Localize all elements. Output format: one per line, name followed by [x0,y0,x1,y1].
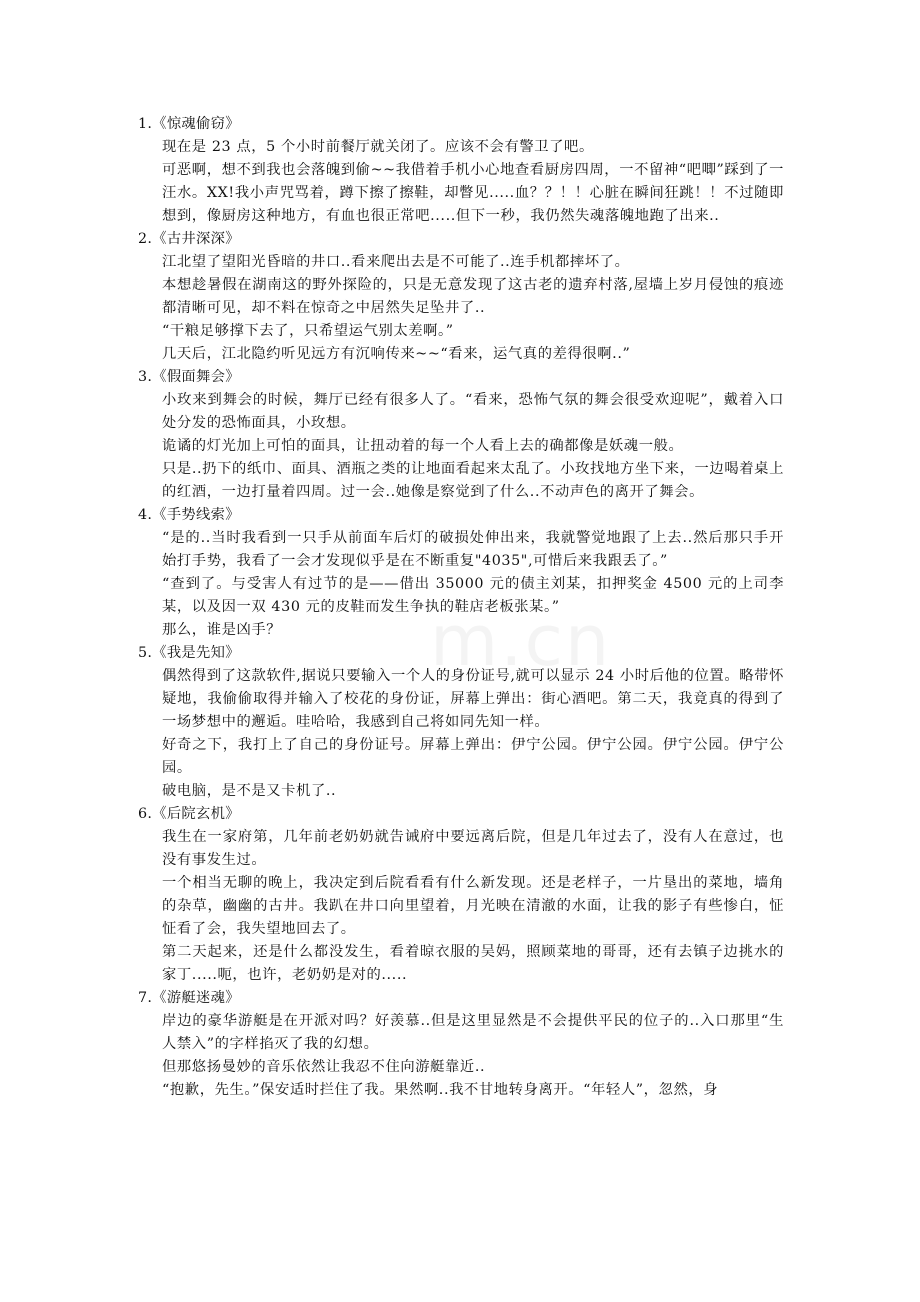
story-paragraph: 江北望了望阳光昏暗的井口..看来爬出去是不可能了..连手机都摔坏了。 [162,254,630,270]
story-title: 7.《游艇迷魂》 [138,990,240,1006]
story-section [138,504,788,642]
story-title: 1.《惊魂偷窃》 [138,116,240,132]
story-paragraph: “干粮足够撑下去了，只希望运气别太差啊。” [162,323,454,339]
story-paragraph: 偶然得到了这款软件,据说只要输入一个人的身份证号,就可以显示 24 小时后他的位置。略带怀疑地，我偷偷取得并输入了校花的身份证，屏幕上弹出：街心酒吧。第二天，我竟真的得到了一场梦想中的邂逅。哇哈哈，我感到自己将如同先知一样。 [162,668,784,730]
story-paragraph: 岸边的豪华游艇是在开派对吗？好羡慕..但是这里显然是不会提供平民的位子的..入口那里“生人禁入”的字样掐灭了我的幻想。 [162,1013,784,1052]
document-body [138,113,788,1102]
story-paragraph: 好奇之下，我打上了自己的身份证号。屏幕上弹出：伊宁公园。伊宁公园。伊宁公园。伊宁公园。 [162,737,784,776]
story-paragraph: 只是..扔下的纸巾、面具、酒瓶之类的让地面看起来太乱了。小玫找地方坐下来，一边喝着桌上的红酒，一边打量着四周。过一会..她像是察觉到了什么..不动声色的离开了舞会。 [162,461,784,500]
story-paragraph: 几天后，江北隐约听见远方有沉响传来~~“看来，运气真的差得很啊..” [162,346,631,362]
story-paragraph: 一个相当无聊的晚上，我决定到后院看看有什么新发现。还是老样子，一片垦出的菜地，墙角的杂草，幽幽的古井。我趴在井口向里望着，月光映在清澈的水面，让我的影子有些惨白，怔怔看了会，我失望地回去了。 [162,875,784,937]
story-section [138,228,788,366]
story-title: 3.《假面舞会》 [138,369,240,385]
story-paragraph: 破电脑，是不是又卡机了.. [162,783,337,799]
story-title: 4.《手势线索》 [138,507,240,523]
story-section [138,987,788,1102]
story-paragraph: 但那悠扬曼妙的音乐依然让我忍不住向游艇靠近.. [162,1059,486,1075]
story-section [138,366,788,504]
story-title: 6.《后院玄机》 [138,806,240,822]
story-paragraph: “是的..当时我看到一只手从前面车后灯的破损处伸出来，我就警觉地跟了上去..然后那只手开始打手势，我看了一会才发现似乎是在不断重复"4035",可惜后来我跟丢了。” [162,530,784,569]
story-paragraph: 小玫来到舞会的时候，舞厅已经有很多人了。“看来，恐怖气氛的舞会很受欢迎呢”，戴着入口处分发的恐怖面具，小玫想。 [162,392,784,431]
story-title: 2.《古井深深》 [138,231,240,247]
story-paragraph: 那么，谁是凶手？ [162,622,282,638]
story-paragraph: 第二天起来，还是什么都没发生，看着晾衣服的吴妈，照顾菜地的哥哥，还有去镇子边挑水的家丁.....呃，也许，老奶奶是对的..... [162,944,784,983]
story-paragraph: “查到了。与受害人有过节的是——借出 35000 元的债主刘某，扣押奖金 4500 元的上司李某，以及因一双 430 元的皮鞋而发生争执的鞋店老板张某。” [162,576,784,615]
story-section [138,803,788,987]
story-title: 5.《我是先知》 [138,645,240,661]
story-paragraph: 我生在一家府第，几年前老奶奶就告诫府中要远离后院，但是几年过去了，没有人在意过，也没有事发生过。 [162,829,784,868]
story-paragraph: 诡谲的灯光加上可怕的面具，让扭动着的每一个人看上去的确都像是妖魂一般。 [162,438,684,454]
story-section [138,113,788,228]
story-paragraph: 现在是 23 点，5 个小时前餐厅就关闭了。应该不会有警卫了吧。 [162,139,594,155]
story-paragraph: “抱歉，先生。”保安适时拦住了我。果然啊..我不甘地转身离开。“年轻人”，忽然，身 [162,1082,719,1098]
story-section [138,642,788,803]
story-paragraph: 本想趁暑假在湖南这的野外探险的，只是无意发现了这古老的遗弃村落,屋墙上岁月侵蚀的痕迹都清晰可见，却不料在惊奇之中居然失足坠井了.. [162,277,784,316]
story-paragraph: 可恶啊，想不到我也会落魄到偷~~我借着手机小心地查看厨房四周，一不留神“吧唧”踩到了一汪水。XX!我小声咒骂着，蹲下擦了擦鞋，却瞥见.....血？？！！心脏在瞬间狂跳！！不过随即想到，像厨房这种地方，有血也很正常吧.....但下一秒，我仍然失魂落魄地跑了出来.. [162,162,784,224]
